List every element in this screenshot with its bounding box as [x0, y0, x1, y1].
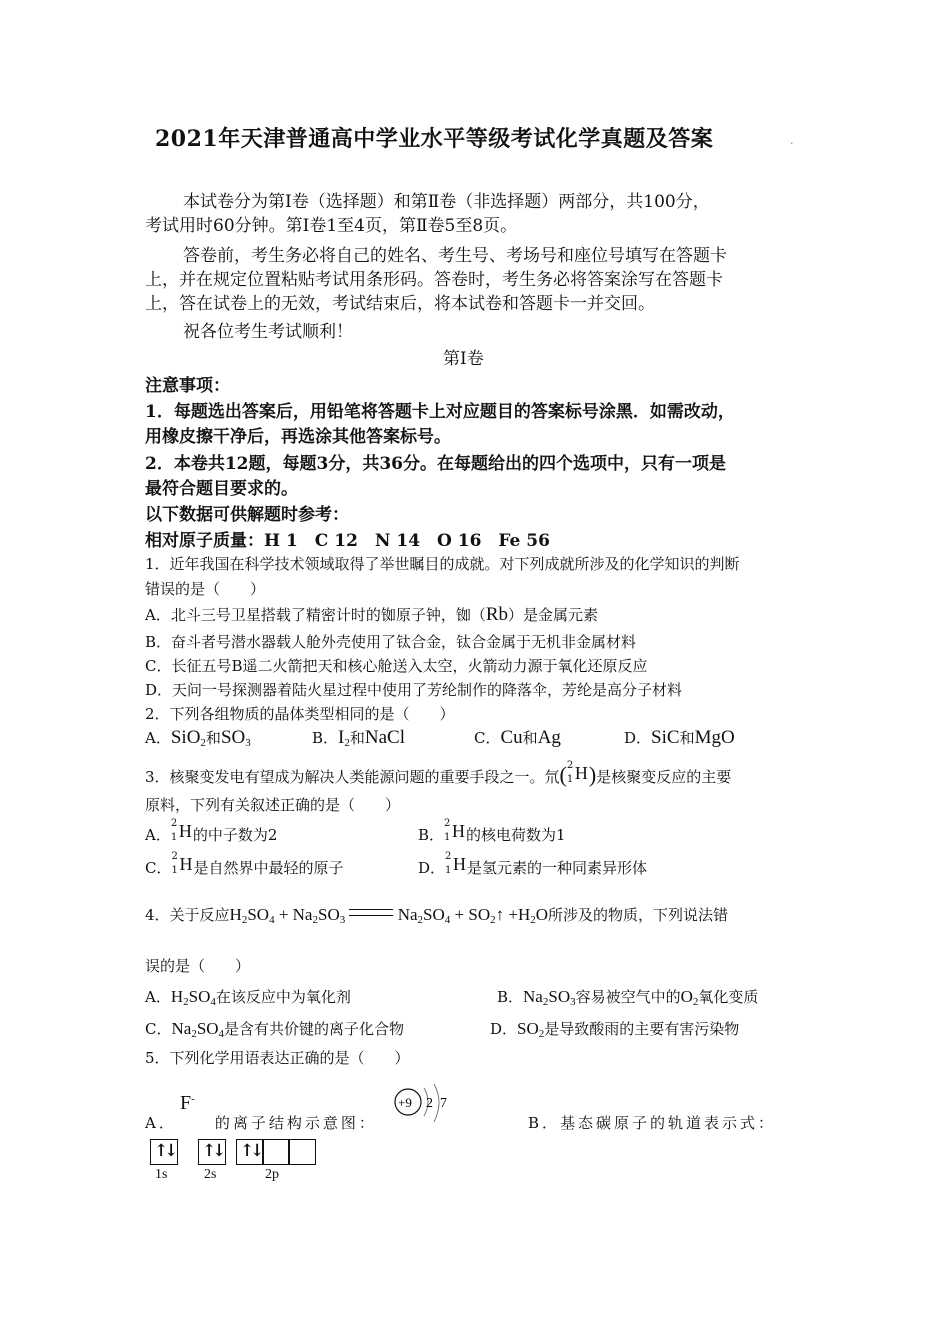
ion-structure-diagram — [388, 1080, 460, 1128]
question-2-stem: 2．下列各组物质的晶体类型相同的是（ ） — [145, 705, 455, 723]
spin-up-arrow: ↑ — [154, 1141, 169, 1161]
question-2-option-d: D．SiC和MgO — [624, 727, 735, 748]
question-2-option-a: A．SiO$_2$和$SO_3$ — [145, 727, 251, 749]
intro-wish: 祝各位考生考试顺利！ — [183, 322, 353, 342]
question-2-option-c: C．Cu和Ag — [474, 727, 561, 748]
question-3-option-d: D． 2 1 H 是氢元素的一种同素异形体 — [418, 851, 648, 877]
note-line: 1．每题选出答案后，用铅笔将答题卡上对应题目的答案标号涂黑．如需改动， — [145, 402, 735, 422]
question-4-stem: 误的是（ ） — [145, 957, 251, 975]
question-5-option-a: A． 的离子结构示意图： — [145, 1114, 377, 1132]
nucleus-charge: +9 — [398, 1095, 412, 1110]
note-line: 用橡皮擦干净后，再选涂其他答案标号。 — [145, 427, 451, 447]
question-4-option-d: D．$SO_2$是导致酸雨的主要有害污染物 — [490, 1019, 740, 1040]
question-1-stem: 1．近年我国在科学技术领域取得了举世瞩目的成就。对下列成就所涉及的化学知识的判断 — [145, 555, 740, 573]
question-2-option-b: B．$I_2$和NaCl — [312, 727, 405, 749]
spin-down-arrow: ↓ — [212, 1141, 227, 1161]
note-line: 最符合题目要求的。 — [145, 479, 298, 499]
question-4-option-b: B．$Na_2SO_3$容易被空气中的$O_2$氧化变质 — [497, 987, 759, 1008]
question-1-option-d: D．天问一号探测器着陆火星过程中使用了芳纶制作的降落伞，芳纶是高分子材料 — [145, 681, 683, 699]
spin-up-arrow: ↑ — [202, 1141, 217, 1161]
question-3-option-a: A． 2 1 H 的中子数为2 — [145, 818, 278, 844]
question-3-stem: 3．核聚变发电有望成为解决人类能源问题的重要手段之一。氘( 2 1 H )是核聚变反应的主要 — [145, 760, 732, 787]
orbital-label-2s: 2s — [204, 1167, 217, 1182]
spin-down-arrow: ↓ — [250, 1141, 265, 1161]
notes-heading: 注意事项： — [145, 376, 230, 396]
question-3-stem: 原料，下列有关叙述正确的是（ ） — [145, 796, 401, 814]
intro-line: 上，答在试卷上的无效，考试结束后，将本试卷和答题卡一并交回。 — [145, 294, 655, 314]
question-4-option-a: A．$H_2SO_4$在该反应中为氧化剂 — [145, 987, 351, 1008]
question-3-option-c: C． 2 1 H 是自然界中最轻的原子 — [145, 851, 344, 877]
question-5-option-b: B．基态碳原子的轨道表示式： — [528, 1114, 777, 1132]
question-5-stem: 5．下列化学用语表达正确的是（ ） — [145, 1049, 410, 1067]
orbital-2p-box — [236, 1139, 264, 1165]
shell-2-electrons: 7 — [440, 1096, 447, 1111]
atomic-masses: 相对原子质量：H 1 C 12 N 14 O 16 Fe 56 — [145, 531, 550, 551]
orbital-label-1s: 1s — [155, 1167, 168, 1182]
intro-line: 答卷前，考生务必将自己的姓名、考生号、考场号和座位号填写在答题卡 — [183, 246, 727, 266]
intro-line: 考试用时60分钟。第Ⅰ卷1至4页，第Ⅱ卷5至8页。 — [145, 216, 518, 236]
note-line: 2．本卷共12题，每题3分，共36分。在每题给出的四个选项中，只有一项是 — [145, 454, 726, 474]
spin-down-arrow: ↓ — [164, 1141, 179, 1161]
electron-shell-2 — [434, 1084, 439, 1122]
spin-up-arrow: ↑ — [240, 1141, 255, 1161]
question-1-option-a: A．北斗三号卫星搭载了精密计时的铷原子钟，铷（Rb）是金属元素 — [145, 604, 599, 625]
question-4-option-c: C．$Na_2SO_4$是含有共价键的离子化合物 — [145, 1019, 405, 1040]
paragraph-mark: . — [790, 134, 794, 147]
question-3-option-b: B． 2 1 H 的核电荷数为1 — [418, 818, 566, 844]
orbital-label-2p: 2p — [265, 1167, 279, 1182]
fluoride-ion-label: F- — [180, 1092, 195, 1114]
note-line: 以下数据可供解题时参考： — [145, 505, 349, 525]
orbital-2p-box — [262, 1139, 290, 1165]
intro-line: 本试卷分为第Ⅰ卷（选择题）和第Ⅱ卷（非选择题）两部分，共100分， — [183, 192, 710, 212]
document-title: 2021年天津普通高中学业水平等级考试化学真题及答案 — [155, 126, 714, 152]
question-1-stem: 错误的是（ ） — [145, 580, 266, 598]
orbital-1s-box — [150, 1139, 178, 1165]
orbital-2p-box — [288, 1139, 316, 1165]
question-1-option-b: B．奋斗者号潜水器载人舱外壳使用了钛合金，钛合金属于无机非金属材料 — [145, 633, 637, 651]
question-4-stem: 4．关于反应$H_2SO_4 + Na_2SO_3$ $Na_2SO_4$ + $SO_2↑ +H_2O$所涉及的物质，下列说法错 — [145, 905, 729, 926]
orbital-2s-box — [198, 1139, 226, 1165]
section-title: 第Ⅰ卷 — [443, 349, 484, 369]
intro-line: 上，并在规定位置粘贴考试用条形码。答卷时，考生务必将答案涂写在答题卡 — [145, 270, 723, 290]
shell-1-electrons: 2 — [426, 1096, 433, 1111]
question-1-option-c: C．长征五号B遥二火箭把天和核心舱送入太空，火箭动力源于氧化还原反应 — [145, 657, 648, 675]
